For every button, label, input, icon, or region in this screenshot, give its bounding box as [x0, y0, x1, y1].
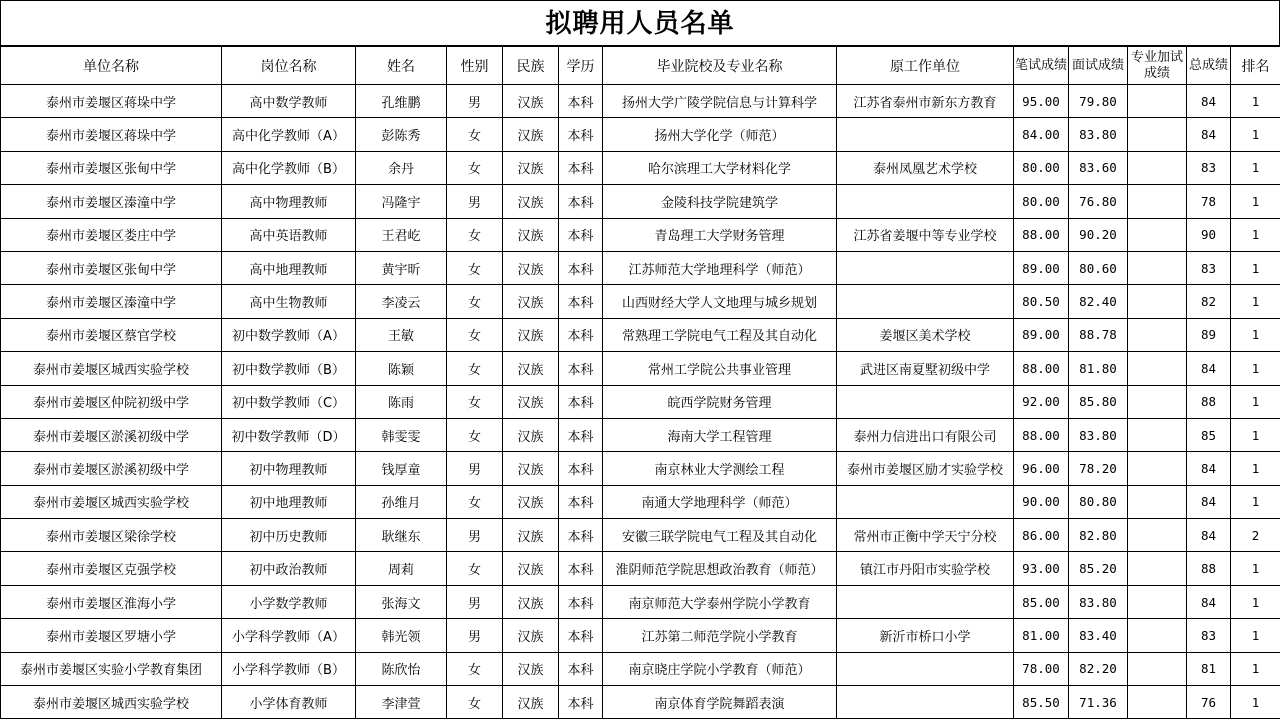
table-cell	[1128, 118, 1187, 151]
table-cell: 本科	[559, 285, 603, 318]
table-cell: 泰州市姜堰区蔡官学校	[1, 318, 222, 351]
table-cell: 80.00	[1014, 185, 1069, 218]
table-cell: 泰州市姜堰区蒋垛中学	[1, 118, 222, 151]
table-cell: 84	[1187, 519, 1231, 552]
table-cell: 新沂市桥口小学	[837, 619, 1014, 652]
table-cell: 汉族	[503, 686, 559, 719]
table-cell: 汉族	[503, 285, 559, 318]
table-cell: 泰州市姜堰区娄庄中学	[1, 218, 222, 251]
table-cell: 高中物理教师	[222, 185, 356, 218]
table-cell: 男	[447, 585, 503, 618]
table-cell: 泰州市姜堰区溱潼中学	[1, 285, 222, 318]
table-row	[1, 585, 1280, 618]
table-cell: 83	[1187, 151, 1231, 184]
table-cell: 孔维鹏	[356, 85, 447, 118]
table-cell: 82.80	[1069, 519, 1128, 552]
table-cell: 本科	[559, 452, 603, 485]
table-cell: 常州市正衡中学天宁分校	[837, 519, 1014, 552]
header-cell: 民族	[503, 47, 559, 85]
table-cell: 76	[1187, 686, 1231, 719]
table-cell: 哈尔滨理工大学材料化学	[603, 151, 837, 184]
table-cell: 陈颖	[356, 352, 447, 385]
table-cell: 女	[447, 686, 503, 719]
table-cell: 南通大学地理科学（师范）	[603, 485, 837, 518]
table-row	[1, 686, 1280, 719]
table-cell: 女	[447, 318, 503, 351]
header-cell: 性别	[447, 47, 503, 85]
header-row	[1, 47, 1280, 85]
table-cell: 1	[1231, 118, 1280, 151]
table-cell: 淮阴师范学院思想政治教育（师范）	[603, 552, 837, 585]
table-row	[1, 85, 1280, 118]
table-cell: 本科	[559, 151, 603, 184]
header-cell: 专业加试成绩	[1128, 47, 1187, 85]
table-cell: 女	[447, 552, 503, 585]
header-cell: 毕业院校及专业名称	[603, 47, 837, 85]
table-cell: 84	[1187, 585, 1231, 618]
table-cell: 泰州市姜堰区张甸中学	[1, 251, 222, 284]
table-cell: 泰州市姜堰区实验小学教育集团	[1, 652, 222, 685]
table-cell: 1	[1231, 318, 1280, 351]
table-cell: 泰州市姜堰区城西实验学校	[1, 686, 222, 719]
table-cell: 90.00	[1014, 485, 1069, 518]
table-cell: 本科	[559, 519, 603, 552]
header-cell: 笔试成绩	[1014, 47, 1069, 85]
table-cell: 82.40	[1069, 285, 1128, 318]
table-cell: 男	[447, 619, 503, 652]
table-cell: 1	[1231, 585, 1280, 618]
table-cell: 女	[447, 418, 503, 451]
table-cell: 青岛理工大学财务管理	[603, 218, 837, 251]
table-cell: 女	[447, 652, 503, 685]
table-cell: 冯隆宇	[356, 185, 447, 218]
table-cell: 皖西学院财务管理	[603, 385, 837, 418]
header-cell: 单位名称	[1, 47, 222, 85]
table-cell: 汉族	[503, 452, 559, 485]
table-cell: 2	[1231, 519, 1280, 552]
table-cell: 汉族	[503, 251, 559, 284]
table-cell: 1	[1231, 185, 1280, 218]
table-cell: 84	[1187, 452, 1231, 485]
table-cell	[837, 385, 1014, 418]
table-cell: 初中数学教师（C）	[222, 385, 356, 418]
table-cell: 常州工学院公共事业管理	[603, 352, 837, 385]
table-cell: 88	[1187, 552, 1231, 585]
table-cell: 88.00	[1014, 352, 1069, 385]
table-row	[1, 285, 1280, 318]
table-cell: 南京体育学院舞蹈表演	[603, 686, 837, 719]
table-cell: 85	[1187, 418, 1231, 451]
table-header	[1, 47, 1280, 85]
table-cell: 93.00	[1014, 552, 1069, 585]
table-cell: 本科	[559, 652, 603, 685]
table-row	[1, 185, 1280, 218]
table-cell: 83.80	[1069, 418, 1128, 451]
table-cell: 陈雨	[356, 385, 447, 418]
table-cell: 85.20	[1069, 552, 1128, 585]
header-cell: 排名	[1231, 47, 1280, 85]
table-cell: 79.80	[1069, 85, 1128, 118]
table-cell: 泰州凤凰艺术学校	[837, 151, 1014, 184]
table-cell: 1	[1231, 552, 1280, 585]
table-cell: 泰州市姜堰区克强学校	[1, 552, 222, 585]
table-row	[1, 485, 1280, 518]
table-cell	[837, 251, 1014, 284]
table-cell	[837, 485, 1014, 518]
table-cell: 男	[447, 519, 503, 552]
table-cell: 84	[1187, 352, 1231, 385]
table-cell: 王君屹	[356, 218, 447, 251]
table-cell: 小学数学教师	[222, 585, 356, 618]
table-cell	[1128, 519, 1187, 552]
table-cell: 汉族	[503, 552, 559, 585]
table-cell	[1128, 218, 1187, 251]
table-row	[1, 519, 1280, 552]
header-cell: 岗位名称	[222, 47, 356, 85]
table-cell: 1	[1231, 85, 1280, 118]
table-cell: 76.80	[1069, 185, 1128, 218]
table-cell: 高中数学教师	[222, 85, 356, 118]
table-cell: 81	[1187, 652, 1231, 685]
table-cell: 84	[1187, 85, 1231, 118]
table-cell: 小学体育教师	[222, 686, 356, 719]
table-cell: 83.40	[1069, 619, 1128, 652]
table-cell: 泰州市姜堰区淤溪初级中学	[1, 418, 222, 451]
table-cell: 韩雯雯	[356, 418, 447, 451]
table-cell	[1128, 285, 1187, 318]
table-cell: 女	[447, 352, 503, 385]
table-cell: 83	[1187, 619, 1231, 652]
table-cell	[1128, 686, 1187, 719]
header-cell: 总成绩	[1187, 47, 1231, 85]
table-cell: 女	[447, 285, 503, 318]
table-cell: 余丹	[356, 151, 447, 184]
table-cell: 泰州市姜堰区城西实验学校	[1, 352, 222, 385]
table-row	[1, 218, 1280, 251]
table-cell: 泰州市姜堰区城西实验学校	[1, 485, 222, 518]
table-cell: 女	[447, 151, 503, 184]
table-cell	[1128, 552, 1187, 585]
table-cell: 泰州市姜堰区张甸中学	[1, 151, 222, 184]
table-cell: 1	[1231, 251, 1280, 284]
table-cell: 汉族	[503, 85, 559, 118]
table-cell: 汉族	[503, 352, 559, 385]
roster-table	[0, 46, 1280, 719]
table-cell: 96.00	[1014, 452, 1069, 485]
table-cell: 81.80	[1069, 352, 1128, 385]
table-cell: 高中生物教师	[222, 285, 356, 318]
table-cell: 80.50	[1014, 285, 1069, 318]
table-cell: 安徽三联学院电气工程及其自动化	[603, 519, 837, 552]
table-cell	[1128, 585, 1187, 618]
table-row	[1, 352, 1280, 385]
table-cell: 张海文	[356, 585, 447, 618]
table-cell: 86.00	[1014, 519, 1069, 552]
table-cell: 78.00	[1014, 652, 1069, 685]
table-cell: 女	[447, 118, 503, 151]
table-cell: 女	[447, 485, 503, 518]
table-cell: 汉族	[503, 585, 559, 618]
table-cell: 初中物理教师	[222, 452, 356, 485]
table-cell: 泰州市姜堰区溱潼中学	[1, 185, 222, 218]
table-cell: 1	[1231, 686, 1280, 719]
table-cell: 88.00	[1014, 418, 1069, 451]
table-cell: 汉族	[503, 185, 559, 218]
table-cell: 泰州市姜堰区梁徐学校	[1, 519, 222, 552]
table-cell: 泰州力信进出口有限公司	[837, 418, 1014, 451]
table-cell: 本科	[559, 686, 603, 719]
table-cell	[1128, 352, 1187, 385]
table-cell: 本科	[559, 218, 603, 251]
table-cell: 高中地理教师	[222, 251, 356, 284]
table-cell: 本科	[559, 185, 603, 218]
table-cell: 83.80	[1069, 118, 1128, 151]
table-cell: 姜堰区美术学校	[837, 318, 1014, 351]
table-cell: 1	[1231, 418, 1280, 451]
table-cell: 李凌云	[356, 285, 447, 318]
table-cell: 84	[1187, 485, 1231, 518]
table-cell: 本科	[559, 485, 603, 518]
table-cell: 黄宇昕	[356, 251, 447, 284]
table-cell: 1	[1231, 619, 1280, 652]
table-cell	[1128, 452, 1187, 485]
table-cell: 泰州市姜堰区淮海小学	[1, 585, 222, 618]
table-cell: 本科	[559, 418, 603, 451]
table-cell: 南京晓庄学院小学教育（师范）	[603, 652, 837, 685]
table-cell: 韩光领	[356, 619, 447, 652]
table-cell: 88.78	[1069, 318, 1128, 351]
table-cell: 90	[1187, 218, 1231, 251]
header-cell: 姓名	[356, 47, 447, 85]
table-row	[1, 652, 1280, 685]
table-cell: 83.60	[1069, 151, 1128, 184]
table-cell: 扬州大学化学（师范）	[603, 118, 837, 151]
table-cell: 男	[447, 185, 503, 218]
table-row	[1, 452, 1280, 485]
table-row	[1, 552, 1280, 585]
table-cell: 武进区南夏墅初级中学	[837, 352, 1014, 385]
table-cell: 汉族	[503, 218, 559, 251]
table-cell	[1128, 652, 1187, 685]
table-row	[1, 385, 1280, 418]
table-cell: 78.20	[1069, 452, 1128, 485]
table-cell: 江苏省泰州市新东方教育	[837, 85, 1014, 118]
table-row	[1, 118, 1280, 151]
table-cell: 本科	[559, 352, 603, 385]
table-cell: 泰州市姜堰区仲院初级中学	[1, 385, 222, 418]
table-cell: 汉族	[503, 318, 559, 351]
table-cell: 84	[1187, 118, 1231, 151]
table-cell	[837, 686, 1014, 719]
table-cell: 初中数学教师（B）	[222, 352, 356, 385]
table-cell: 汉族	[503, 118, 559, 151]
table-cell: 1	[1231, 218, 1280, 251]
table-cell: 71.36	[1069, 686, 1128, 719]
table-cell	[837, 185, 1014, 218]
table-cell: 孙维月	[356, 485, 447, 518]
page-title: 拟聘用人员名单	[0, 0, 1280, 46]
table-cell: 初中地理教师	[222, 485, 356, 518]
table-cell: 初中历史教师	[222, 519, 356, 552]
table-cell	[1128, 485, 1187, 518]
table-cell	[837, 118, 1014, 151]
table-cell: 常熟理工学院电气工程及其自动化	[603, 318, 837, 351]
table-row	[1, 251, 1280, 284]
header-cell: 学历	[559, 47, 603, 85]
table-cell	[837, 585, 1014, 618]
table-cell: 88.00	[1014, 218, 1069, 251]
table-cell: 89	[1187, 318, 1231, 351]
table-cell: 金陵科技学院建筑学	[603, 185, 837, 218]
table-cell: 1	[1231, 652, 1280, 685]
table-cell: 南京林业大学测绘工程	[603, 452, 837, 485]
table-cell: 江苏第二师范学院小学教育	[603, 619, 837, 652]
table-cell: 女	[447, 251, 503, 284]
table-cell: 王敏	[356, 318, 447, 351]
table-cell: 初中数学教师（A）	[222, 318, 356, 351]
table-cell: 耿继东	[356, 519, 447, 552]
table-cell	[1128, 151, 1187, 184]
table-cell: 初中政治教师	[222, 552, 356, 585]
table-cell: 1	[1231, 285, 1280, 318]
table-cell: 钱厚童	[356, 452, 447, 485]
table-row	[1, 619, 1280, 652]
table-cell: 汉族	[503, 519, 559, 552]
table-cell: 泰州市姜堰区罗塘小学	[1, 619, 222, 652]
table-cell: 彭陈秀	[356, 118, 447, 151]
table-cell: 扬州大学广陵学院信息与计算科学	[603, 85, 837, 118]
table-cell	[1128, 85, 1187, 118]
table-cell: 汉族	[503, 418, 559, 451]
table-cell: 本科	[559, 251, 603, 284]
table-cell: 84.00	[1014, 118, 1069, 151]
table-cell: 小学科学教师（A）	[222, 619, 356, 652]
table-cell: 85.00	[1014, 585, 1069, 618]
table-cell: 1	[1231, 485, 1280, 518]
table-cell: 汉族	[503, 619, 559, 652]
table-cell: 本科	[559, 619, 603, 652]
header-cell: 面试成绩	[1069, 47, 1128, 85]
table-row	[1, 151, 1280, 184]
table-cell: 海南大学工程管理	[603, 418, 837, 451]
table-cell: 90.20	[1069, 218, 1128, 251]
table-cell: 本科	[559, 85, 603, 118]
table-cell: 陈欣怡	[356, 652, 447, 685]
table-cell: 汉族	[503, 385, 559, 418]
table-cell: 本科	[559, 585, 603, 618]
table-cell: 1	[1231, 385, 1280, 418]
table-cell: 高中化学教师（B）	[222, 151, 356, 184]
table-cell: 南京师范大学泰州学院小学教育	[603, 585, 837, 618]
table-cell	[1128, 251, 1187, 284]
table-cell: 88	[1187, 385, 1231, 418]
table-cell: 女	[447, 218, 503, 251]
table-cell: 95.00	[1014, 85, 1069, 118]
table-cell: 本科	[559, 385, 603, 418]
table-cell: 男	[447, 452, 503, 485]
table-cell: 高中英语教师	[222, 218, 356, 251]
table-cell: 江苏师范大学地理科学（师范）	[603, 251, 837, 284]
table-cell	[837, 652, 1014, 685]
table-cell: 小学科学教师（B）	[222, 652, 356, 685]
table-cell: 李津萱	[356, 686, 447, 719]
table-cell: 汉族	[503, 485, 559, 518]
table-cell: 江苏省姜堰中等专业学校	[837, 218, 1014, 251]
table-cell: 高中化学教师（A）	[222, 118, 356, 151]
table-cell: 山西财经大学人文地理与城乡规划	[603, 285, 837, 318]
header-cell: 原工作单位	[837, 47, 1014, 85]
table-cell: 89.00	[1014, 251, 1069, 284]
table-cell	[1128, 418, 1187, 451]
table-cell: 男	[447, 85, 503, 118]
table-cell: 女	[447, 385, 503, 418]
table-cell: 78	[1187, 185, 1231, 218]
table-cell: 89.00	[1014, 318, 1069, 351]
table-cell: 泰州市姜堰区淤溪初级中学	[1, 452, 222, 485]
table-cell	[1128, 619, 1187, 652]
table-row	[1, 318, 1280, 351]
table-cell: 80.80	[1069, 485, 1128, 518]
table-cell: 81.00	[1014, 619, 1069, 652]
table-cell: 82.20	[1069, 652, 1128, 685]
table-cell: 92.00	[1014, 385, 1069, 418]
table-cell: 本科	[559, 318, 603, 351]
table-cell: 1	[1231, 151, 1280, 184]
table-cell: 周莉	[356, 552, 447, 585]
table-cell: 本科	[559, 552, 603, 585]
table-cell	[1128, 185, 1187, 218]
table-cell: 80.60	[1069, 251, 1128, 284]
table-cell	[1128, 318, 1187, 351]
table-cell: 83	[1187, 251, 1231, 284]
table-cell	[1128, 385, 1187, 418]
table-cell: 80.00	[1014, 151, 1069, 184]
table-cell: 本科	[559, 118, 603, 151]
table-cell	[837, 285, 1014, 318]
table-cell: 镇江市丹阳市实验学校	[837, 552, 1014, 585]
table-cell: 82	[1187, 285, 1231, 318]
table-cell: 泰州市姜堰区励才实验学校	[837, 452, 1014, 485]
table-cell: 85.50	[1014, 686, 1069, 719]
table-cell: 1	[1231, 352, 1280, 385]
table-cell: 83.80	[1069, 585, 1128, 618]
table-body	[1, 85, 1280, 719]
table-cell: 85.80	[1069, 385, 1128, 418]
table-cell: 汉族	[503, 652, 559, 685]
table-row	[1, 418, 1280, 451]
table-cell: 泰州市姜堰区蒋垛中学	[1, 85, 222, 118]
table-cell: 初中数学教师（D）	[222, 418, 356, 451]
table-cell: 1	[1231, 452, 1280, 485]
table-cell: 汉族	[503, 151, 559, 184]
